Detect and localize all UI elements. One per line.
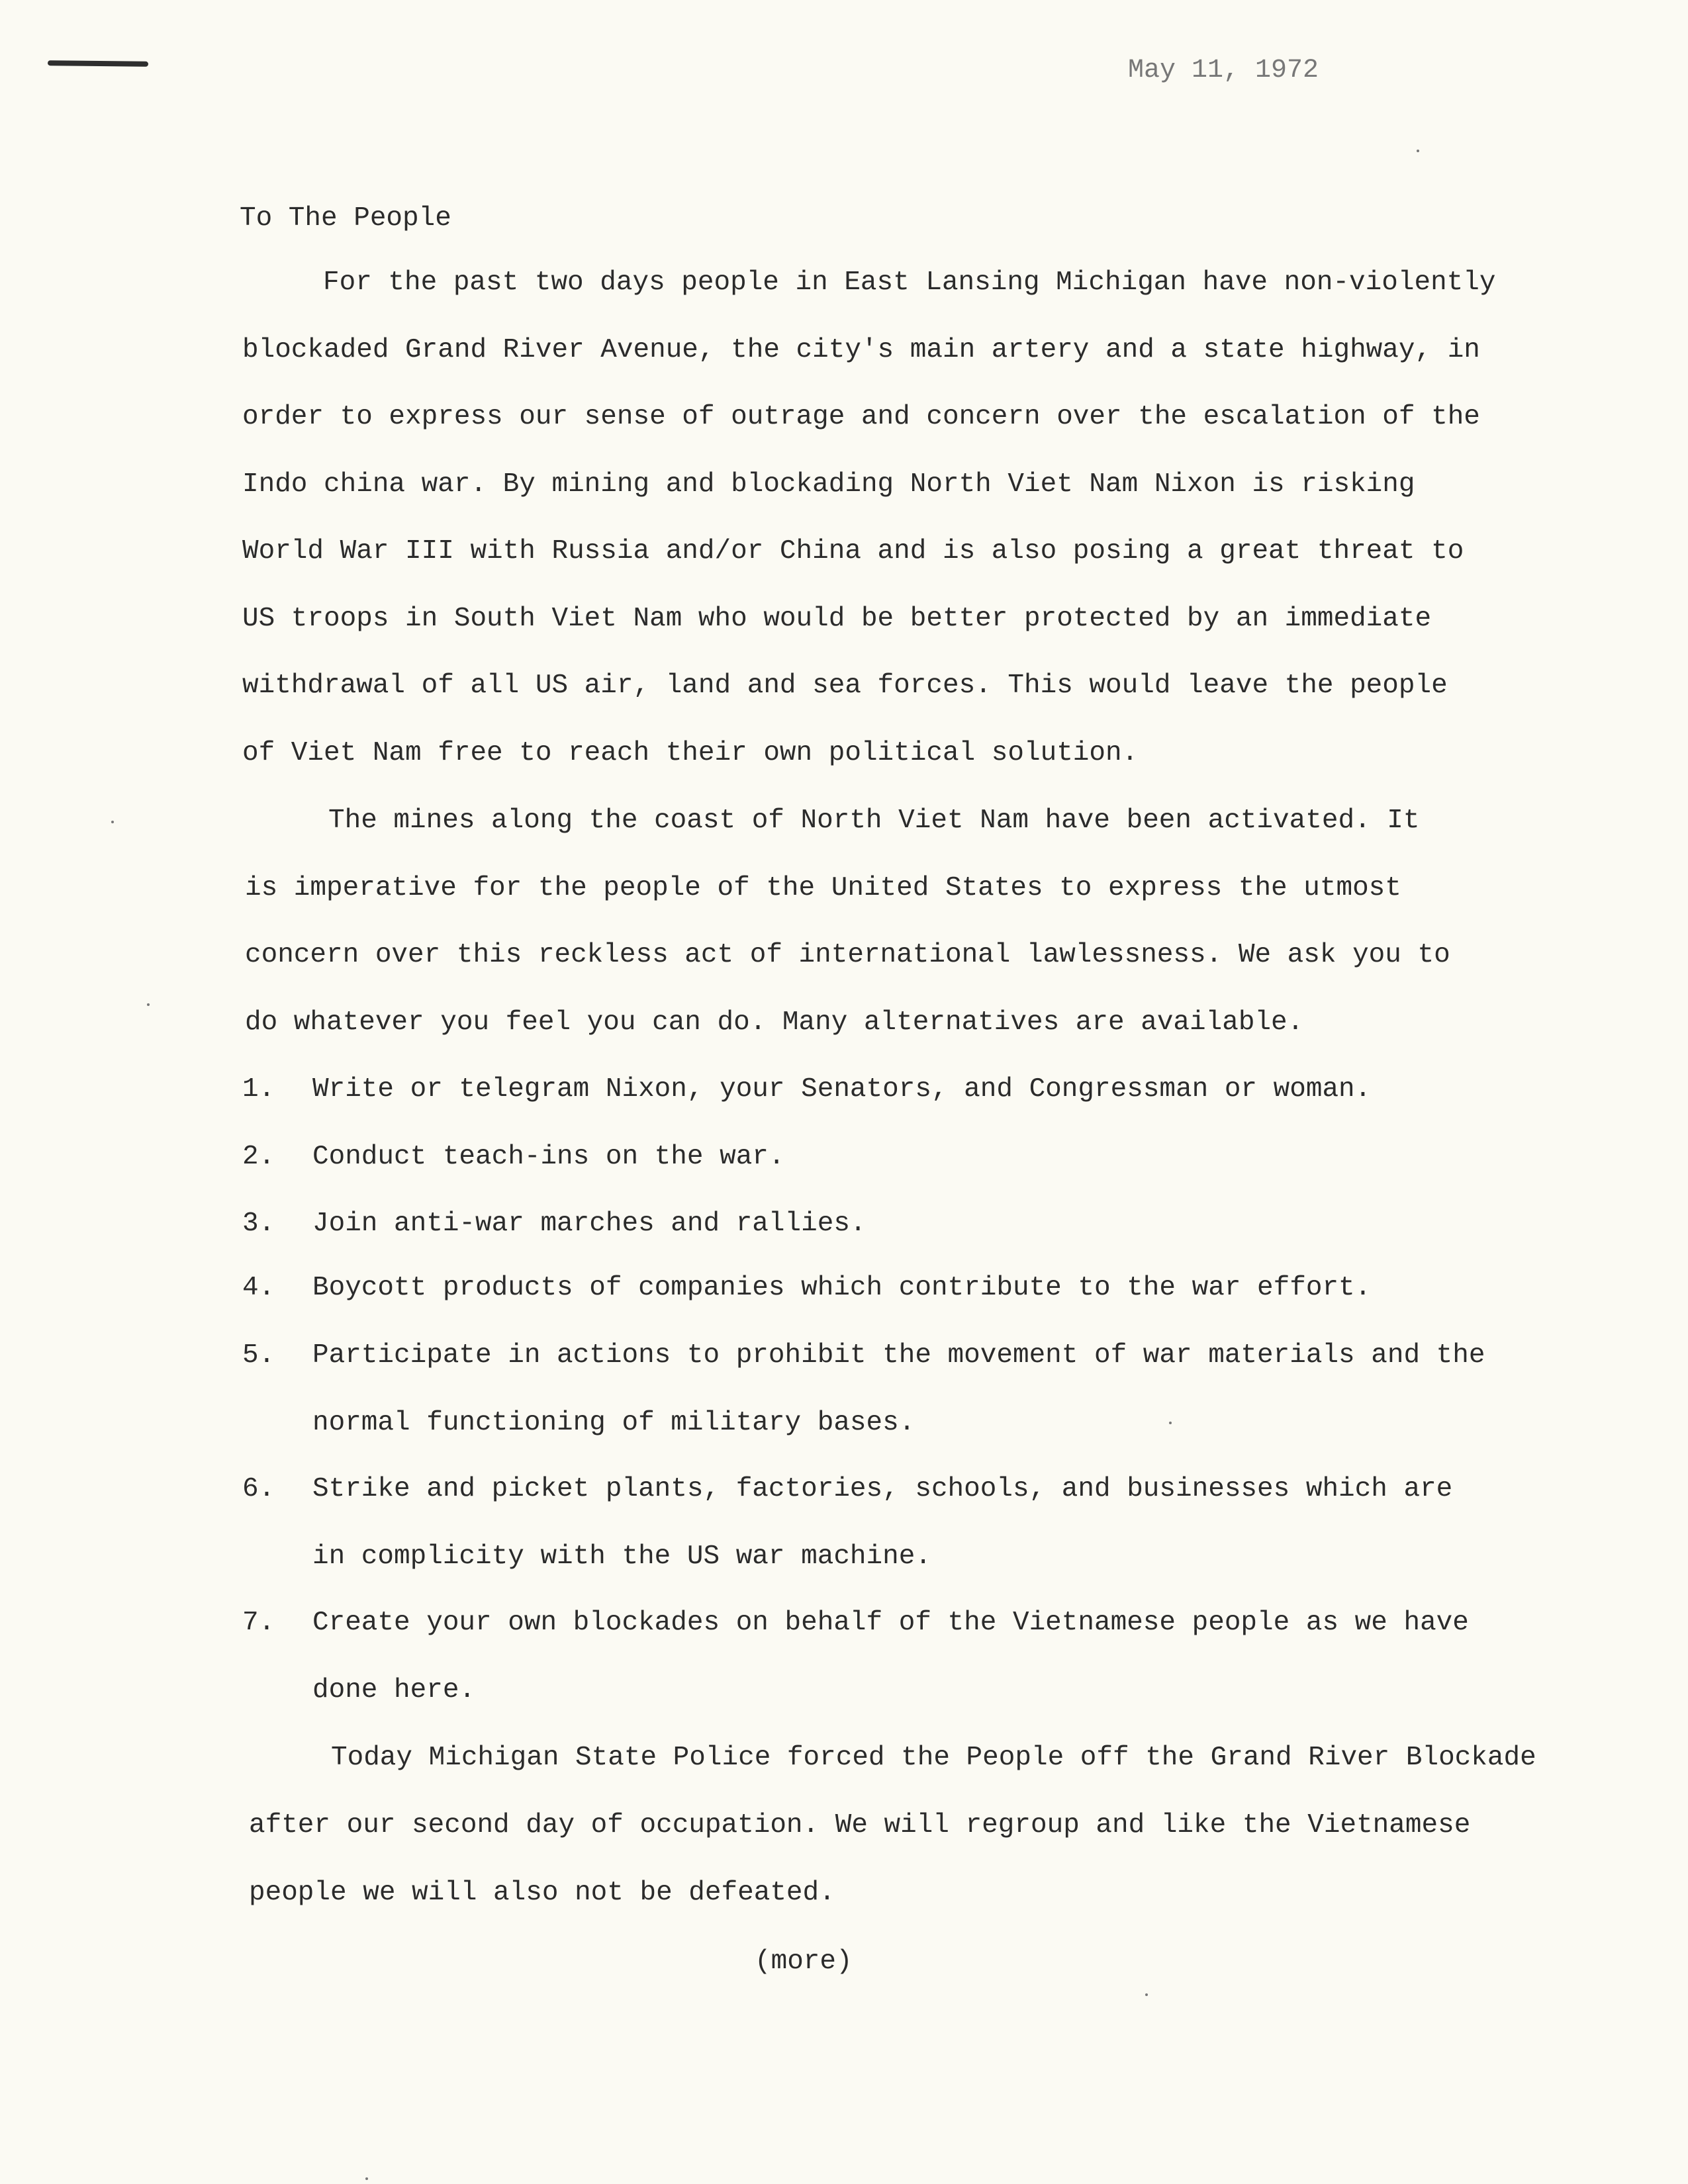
list-item-text: Conduct teach-ins on the war. [312, 1142, 785, 1172]
paragraph-1-line: World War III with Russia and/or China and is also posing a great threat to [242, 536, 1464, 567]
list-item-number: 1. [242, 1074, 275, 1105]
list-item-text: Participate in actions to prohibit the movement of war materials and the [312, 1340, 1485, 1371]
paper-speck [147, 1003, 150, 1006]
list-item-text: Join anti-war marches and rallies. [312, 1208, 867, 1239]
paragraph-1-line: US troops in South Viet Nam who would be better protected by an immediate [242, 604, 1432, 634]
salutation: To The People [240, 203, 451, 234]
continuation-marker: (more) [755, 1946, 853, 1977]
list-item-text: Boycott products of companies which contribute to the war effort. [312, 1273, 1372, 1303]
list-item-number: 6. [242, 1474, 275, 1504]
paper-speck [365, 2177, 368, 2180]
paper-speck [1169, 1422, 1172, 1424]
paragraph-1-line: order to express our sense of outrage and concern over the escalation of the [242, 402, 1480, 432]
paragraph-1-line: Indo china war. By mining and blockading North Viet Nam Nixon is risking [242, 469, 1415, 500]
paragraph-3-line: people we will also not be defeated. [249, 1878, 835, 1908]
paragraph-1-line: of Viet Nam free to reach their own political solution. [242, 738, 1139, 768]
list-item-number: 3. [242, 1208, 275, 1239]
paper-speck [1145, 1993, 1148, 1996]
paragraph-3-line: after our second day of occupation. We will regroup and like the Vietnamese [249, 1810, 1471, 1841]
list-item-number: 2. [242, 1142, 275, 1172]
list-item-text: normal functioning of military bases. [312, 1408, 915, 1438]
list-item-number: 5. [242, 1340, 275, 1371]
list-item-number: 7. [242, 1608, 275, 1638]
paragraph-1-line: withdrawal of all US air, land and sea forces. This would leave the people [242, 670, 1448, 701]
list-item-text: done here. [312, 1675, 476, 1706]
paragraph-3-line: Today Michigan State Police forced the People off the Grand River Blockade [331, 1743, 1536, 1773]
paper-speck [111, 821, 114, 823]
paragraph-2-line: is imperative for the people of the United States to express the utmost [245, 873, 1401, 903]
list-item-number: 4. [242, 1273, 275, 1303]
paragraph-1-line: blockaded Grand River Avenue, the city's main artery and a state highway, in [242, 335, 1480, 365]
paragraph-2-line: The mines along the coast of North Viet Nam have been activated. It [328, 805, 1420, 836]
letter-date: May 11, 1972 [1128, 56, 1319, 85]
paragraph-2-line: concern over this reckless act of international lawlessness. We ask you to [245, 940, 1450, 970]
paragraph-2-line: do whatever you feel you can do. Many alternatives are available. [245, 1007, 1304, 1038]
list-item-text: in complicity with the US war machine. [312, 1541, 931, 1572]
paper-speck [1417, 150, 1419, 152]
paragraph-1-line: For the past two days people in East Lansing Michigan have non-violently [323, 267, 1496, 298]
list-item-text: Strike and picket plants, factories, schools, and businesses which are [312, 1474, 1453, 1504]
pen-mark [48, 60, 148, 67]
list-item-text: Write or telegram Nixon, your Senators, and Congressman or woman. [312, 1074, 1372, 1105]
list-item-text: Create your own blockades on behalf of the Vietnamese people as we have [312, 1608, 1469, 1638]
